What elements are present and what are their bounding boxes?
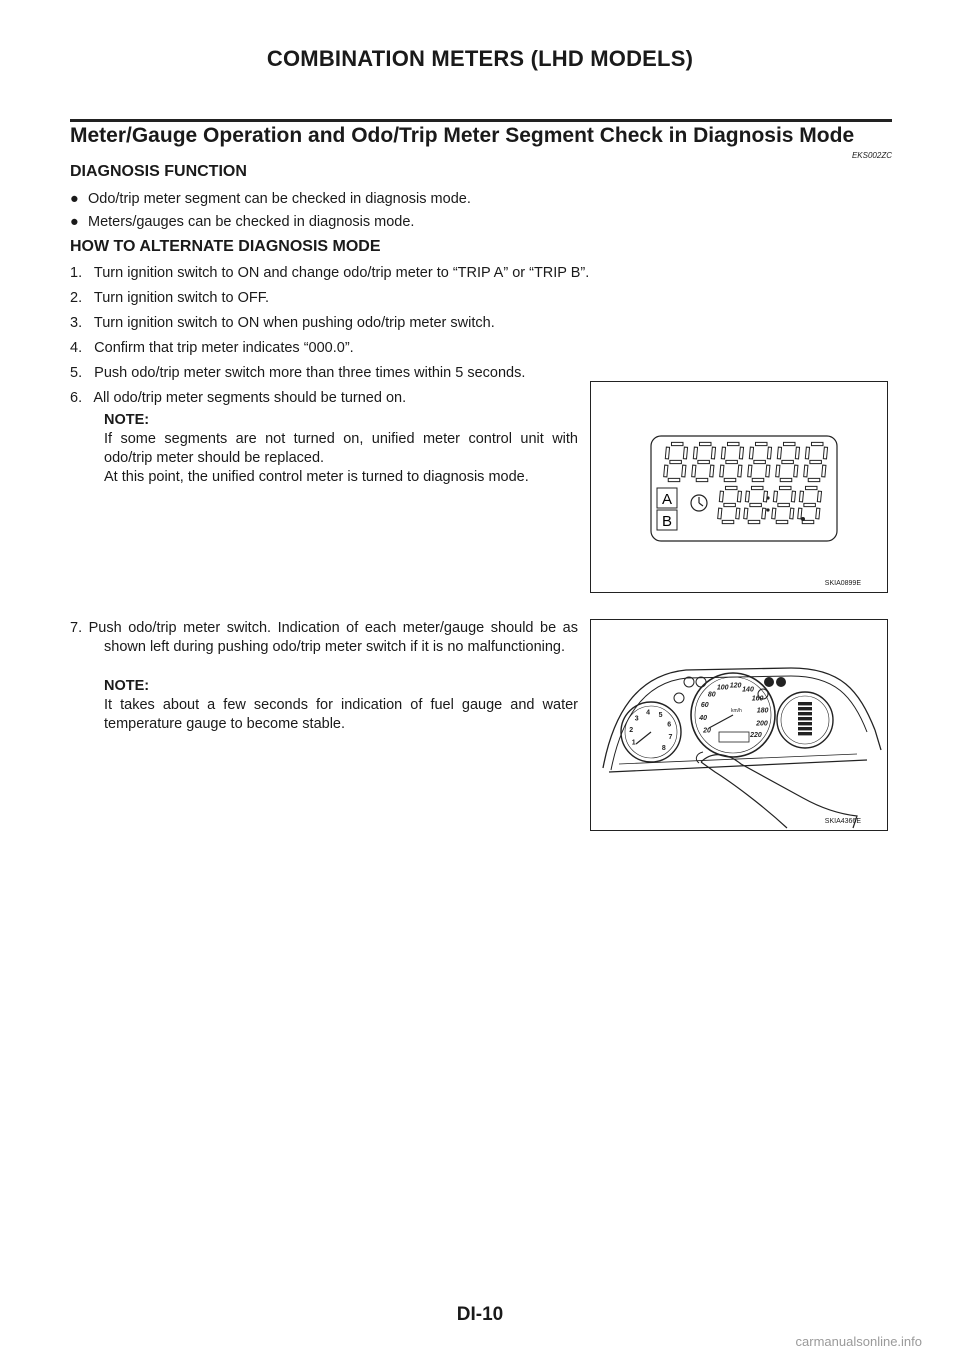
gauge-label: 200 [756,720,768,728]
gauge-label: 120 [729,682,742,690]
note-label: NOTE: [104,678,150,694]
gauge-label: 2 [629,727,634,735]
watermark: carmanualsonline.info [795,1334,922,1349]
step-3: 3. Turn ignition switch to ON when pushing odo/trip meter switch. [70,315,495,331]
clock-icon [691,495,707,511]
gauge-label: 7 [668,733,673,741]
page-header: COMBINATION METERS (LHD MODELS) [266,46,694,71]
gauge-label: 180 [756,707,769,715]
bullet-icon: ● [70,191,79,207]
gauge-label: 220 [750,731,762,739]
gauge-label: 100 [716,684,729,692]
gauge-label: 140 [742,686,754,694]
gauge-label: 60 [700,702,709,710]
bullet-icon: ● [70,214,79,230]
gauge-label: 6 [667,721,672,729]
gauge-label: 5 [658,711,663,719]
gauge-label: 8 [661,744,666,752]
section-title: Meter/Gauge Operation and Odo/Trip Meter Segment Check in Diagnosis Mode [70,124,855,147]
speed-unit-label: km/h [731,708,742,714]
note-2 [104,677,578,734]
combination-meter-illustration [591,620,887,830]
step-4: 4. Confirm that trip meter indicates “000.0”. [70,340,354,356]
gauge-label: 80 [707,691,716,699]
trip-b-label: B [661,513,673,530]
step-6: 6. All odo/trip meter segments should be turned on. [70,390,407,406]
diagnosis-function-heading: DIAGNOSIS FUNCTION [70,163,247,180]
note-text: It takes about a few seconds for indication of fuel gauge and water temperature gauge to become stable. [104,697,578,732]
gauge-label: 20 [703,727,711,735]
gauge-label: 3 [634,715,639,723]
lcd-display-illustration [591,382,887,592]
note-label: NOTE: [104,412,150,428]
alternate-mode-heading: HOW TO ALTERNATE DIAGNOSIS MODE [70,238,381,255]
note-text: If some segments are not turned on, unified meter control unit with odo/trip meter should be replaced. [104,431,578,466]
figure-combination-meter [590,619,888,831]
step-2: 2. Turn ignition switch to OFF. [70,290,270,306]
gauge-label: 4 [646,709,650,717]
section-rule [70,119,892,122]
figure-code: SKIA0899E [824,580,861,587]
gauge-label: 1 [631,739,636,747]
note-1 [104,411,578,487]
section-code: EKS002ZC [851,151,892,160]
note-text: At this point, the unified control meter is turned to diagnosis mode. [104,469,529,485]
step-7: 7. Push odo/trip meter switch. Indication of each meter/gauge should be as shown left during pushing odo/trip meter switch if it is no malfunctioning. [70,620,578,655]
list-item: ● Odo/trip meter segment can be checked in diagnosis mode. [70,188,471,211]
step-5: 5. Push odo/trip meter switch more than three times within 5 seconds. [70,365,526,381]
step-1: 1. Turn ignition switch to ON and change odo/trip meter to “TRIP A” or “TRIP B”. [70,265,590,281]
figure-odo-segment-display [590,381,888,593]
gauge-label: 40 [699,715,708,723]
figure-code: SKIA4366E [824,818,861,825]
trip-a-label: A [661,491,673,508]
list-item: ● Meters/gauges can be checked in diagnosis mode. [70,211,414,234]
gauge-label: 160 [751,695,764,703]
page-number: DI-10 [456,1304,504,1325]
